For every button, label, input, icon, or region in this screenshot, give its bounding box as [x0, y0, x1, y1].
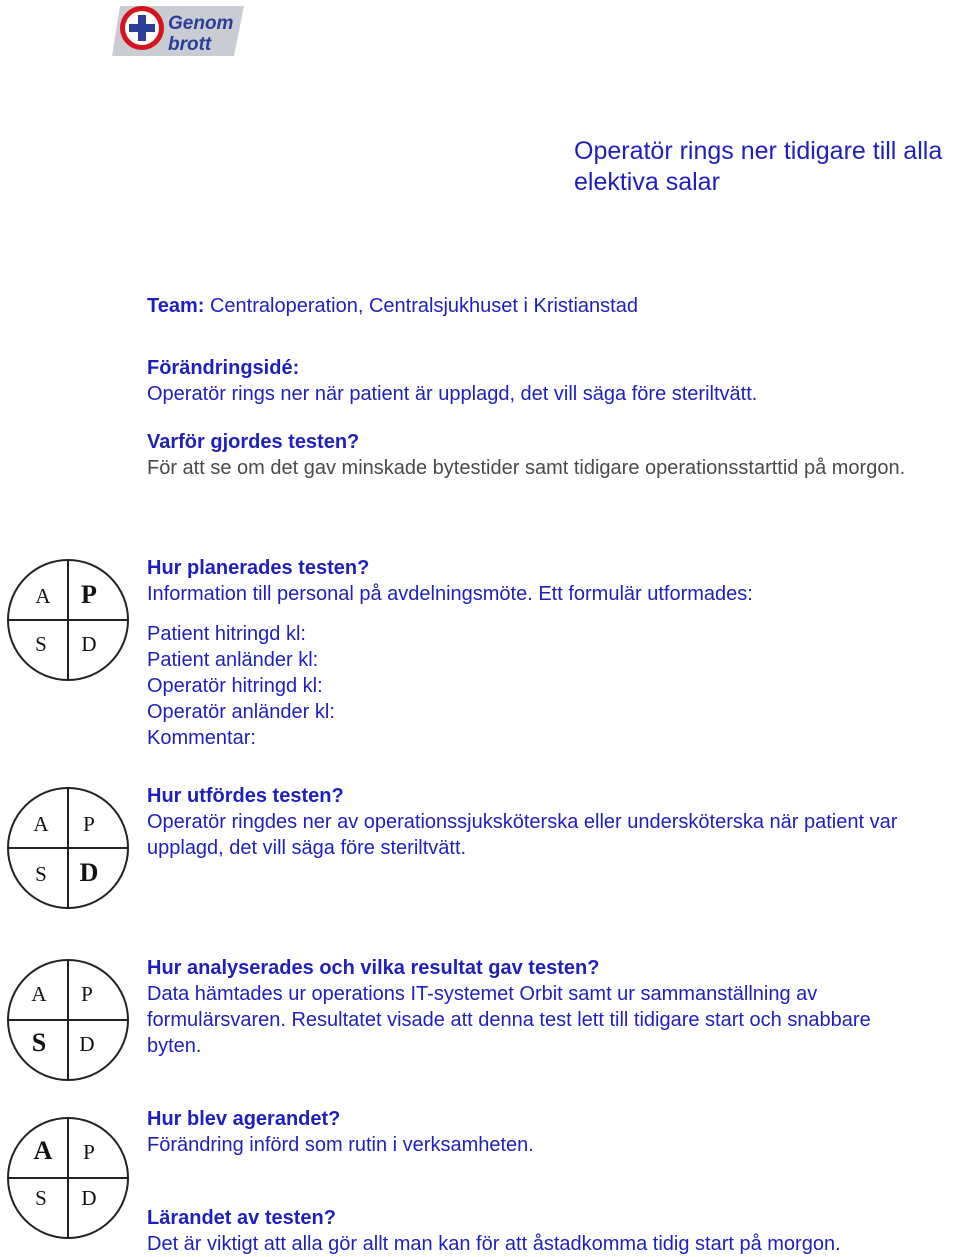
pdsa-letter-s: S — [35, 632, 47, 656]
pdsa-letter-p: P — [83, 1140, 95, 1164]
pdsa-letter-a: A — [33, 1136, 53, 1165]
pdsa-cycle-act — [6, 1116, 130, 1248]
pdsa-letter-d: D — [79, 858, 99, 887]
idea-section — [147, 355, 937, 407]
pdsa-letter-a: A — [31, 982, 47, 1006]
do-text: Operatör ringdes ner av operationssjuksköterska eller undersköterska när patient var upplagd, det vill säga före steriltvätt. — [147, 811, 898, 859]
team-section — [147, 293, 937, 319]
pdsa-letter-p: P — [81, 982, 93, 1006]
pdsa-cycle-do — [6, 786, 130, 918]
learn-label: Lärandet av testen? — [147, 1207, 336, 1229]
plan-form-line-2: Patient anländer kl: — [147, 649, 319, 671]
pdsa-letter-s: S — [31, 1028, 47, 1057]
learn-text: Det är viktigt att alla gör allt man kan för att åstadkomma tidig start på morgon. — [147, 1233, 841, 1255]
act-text: Förändring införd som rutin i verksamheten. — [147, 1134, 534, 1156]
page-title: Operatör rings ner tidigare till alla elektiva salar — [574, 137, 943, 196]
pdsa-letter-s: S — [35, 1186, 47, 1210]
pdsa-letter-p: P — [81, 580, 97, 609]
learn-section — [147, 1205, 937, 1257]
pdsa-letter-d: D — [81, 632, 97, 656]
logo-text-line2: brott — [168, 34, 212, 55]
plan-text: Information till personal på avdelningsmöte. Ett formulär utformades: — [147, 583, 753, 605]
pdsa-letter-p: P — [83, 812, 95, 836]
team-label: Team: — [147, 295, 205, 317]
act-section — [147, 1106, 937, 1158]
why-text: För att se om det gav minskade bytestider samt tidigare operationsstarttid på morgon. — [147, 457, 906, 479]
why-label: Varför gjordes testen? — [147, 431, 360, 453]
pdsa-cycle-plan — [6, 558, 130, 690]
plan-form-line-5: Kommentar: — [147, 727, 256, 749]
idea-label: Förändringsidé: — [147, 357, 300, 379]
plan-form-line-3: Operatör hitringd kl: — [147, 675, 323, 697]
plan-form-line-1: Patient hitringd kl: — [147, 623, 306, 645]
study-label: Hur analyserades och vilka resultat gav testen? — [147, 957, 600, 979]
plan-label: Hur planerades testen? — [147, 557, 370, 579]
idea-text: Operatör rings ner när patient är upplagd, det vill säga före steriltvätt. — [147, 383, 758, 405]
logo-text-line1: Genom — [168, 13, 234, 34]
do-section — [147, 783, 907, 861]
why-section — [147, 429, 917, 481]
pdsa-letter-d: D — [81, 1186, 97, 1210]
do-label: Hur utfördes testen? — [147, 785, 344, 807]
pdsa-letter-s: S — [35, 862, 47, 886]
pdsa-letter-d: D — [79, 1032, 95, 1056]
pdsa-cycle-study — [6, 958, 130, 1090]
pdsa-letter-a: A — [35, 584, 51, 608]
team-value: Centraloperation, Centralsjukhuset i Kristianstad — [209, 295, 638, 317]
plan-form-line-4: Operatör anländer kl: — [147, 701, 335, 723]
act-label: Hur blev agerandet? — [147, 1108, 341, 1130]
plan-section — [147, 555, 937, 751]
pdsa-letter-a: A — [33, 812, 49, 836]
genombrott-logo — [112, 0, 252, 60]
study-text: Data hämtades ur operations IT-systemet Orbit samt ur sammanställning av formulärsvaren. Resultatet visade att denna test lett till tidigare start och snabbare byten. — [147, 983, 871, 1057]
study-section — [147, 955, 917, 1059]
